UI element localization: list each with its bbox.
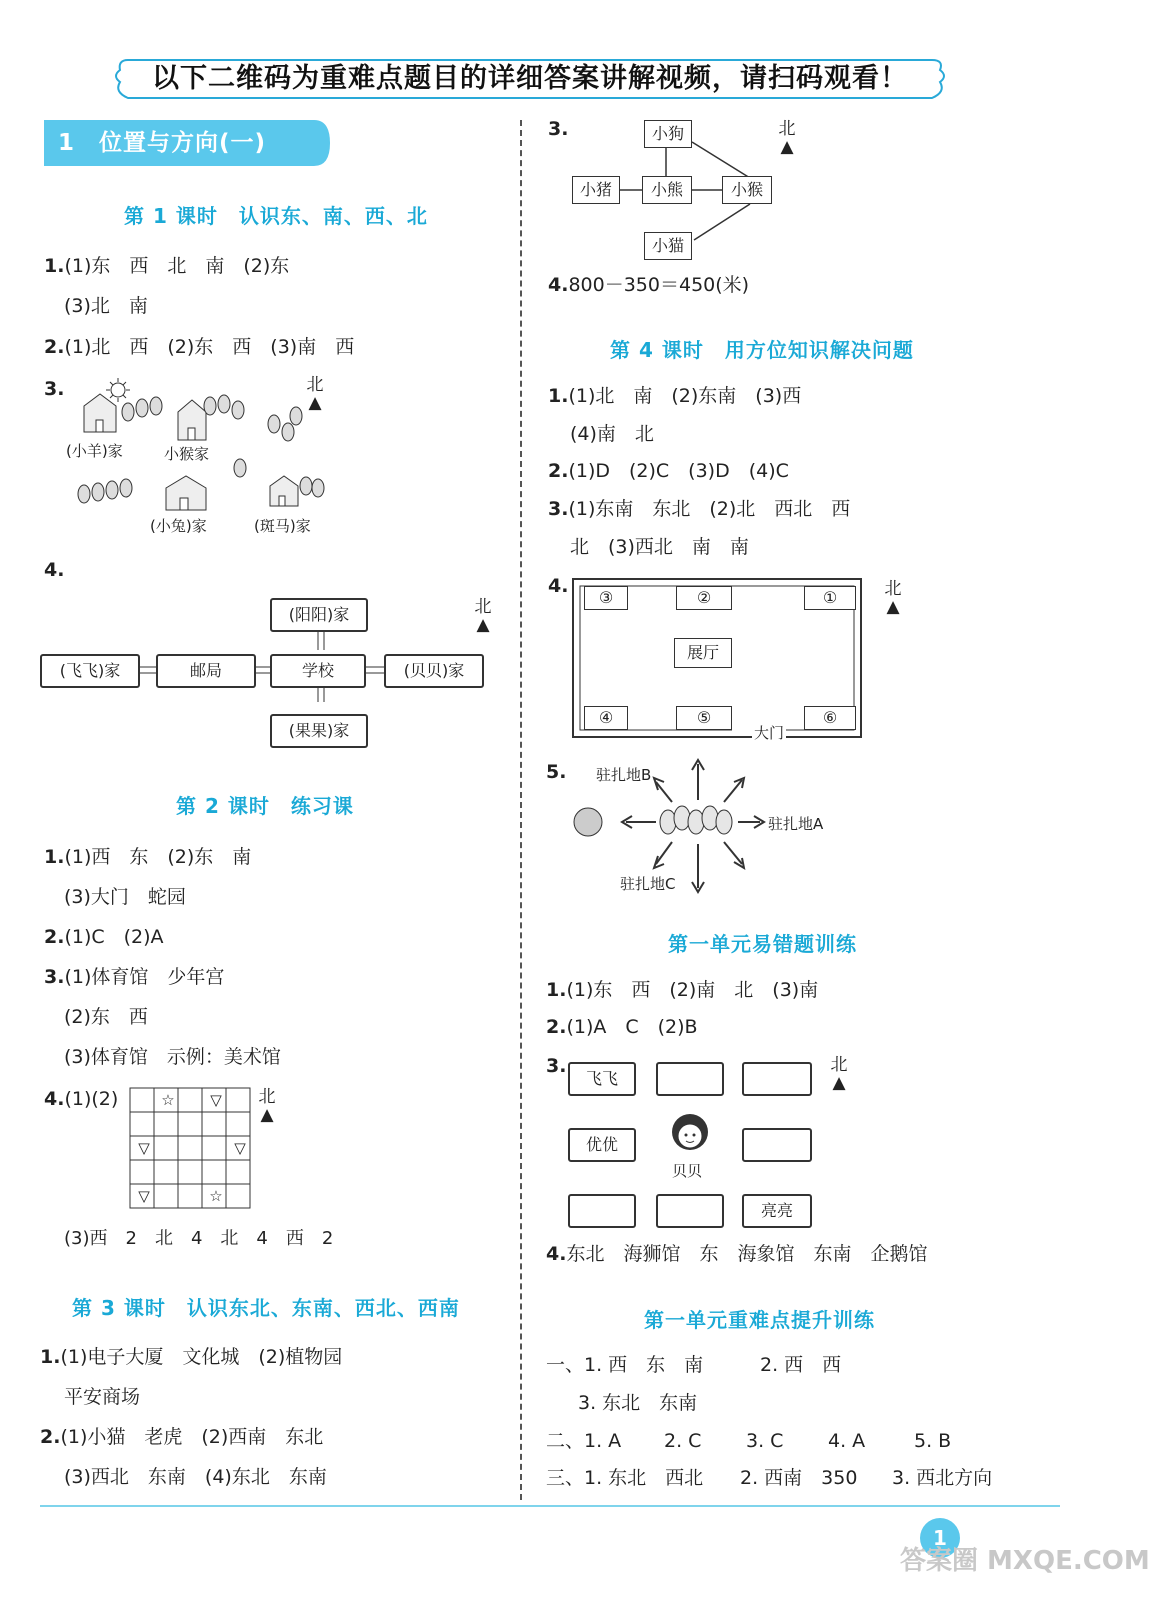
camp-b-label: 驻扎地B: [596, 766, 652, 784]
triangle-marker: ▽: [138, 1187, 150, 1205]
l4-q5-num: 5.: [546, 761, 567, 783]
lesson-4-title: 第 4 课时 用方位知识解决问题: [610, 338, 914, 362]
unit-tag: [44, 120, 330, 166]
yangyang-home-box: (阳阳)家: [270, 598, 368, 632]
hard-line4b: 2. 西南 350: [740, 1467, 858, 1489]
unit-title: 1 位置与方向(一): [58, 130, 267, 156]
err-q3-num: 3.: [546, 1055, 567, 1077]
room-4: ④: [584, 706, 628, 730]
sheep-home-label: (小羊)家: [66, 442, 123, 460]
l2-q4-label: 4.(1)(2): [44, 1088, 119, 1110]
l2-q2: 2.(1)C (2)A: [44, 926, 164, 948]
exhibition-hall-box: 展厅: [674, 638, 732, 668]
error-training-title: 第一单元易错题训练: [668, 932, 857, 956]
bear-box: 小熊: [642, 176, 692, 204]
footer-line: [40, 1505, 1060, 1507]
north-indicator: 北 ▲: [258, 1087, 276, 1125]
l1-q2: 2.(1)北 西 (2)东 西 (3)南 西: [44, 336, 355, 358]
triangle-marker: ▽: [234, 1139, 246, 1157]
l2-q3-line3: (3)体育馆 示例：美术馆: [64, 1046, 281, 1068]
l2-q1-line2: (3)大门 蛇园: [64, 886, 186, 908]
lesson-1-title: 第 1 课时 认识东、南、西、北: [124, 204, 428, 228]
l4-q2: 2.(1)D (2)C (3)D (4)C: [548, 460, 789, 482]
post-office-box: 邮局: [156, 654, 256, 688]
monkey-box: 小猴: [722, 176, 772, 204]
pig-box: 小猪: [572, 176, 620, 204]
hard-line1a: 一、1. 西 东 南: [546, 1354, 704, 1376]
hard-line3-4: 4. A: [828, 1430, 866, 1452]
err-q1: 1.(1)东 西 (2)南 北 (3)南: [546, 979, 819, 1001]
room-6: ⑥: [804, 706, 856, 730]
err-q4: 4.东北 海狮馆 东 海象馆 东南 企鹅馆: [546, 1243, 928, 1265]
north-indicator: 北 ▲: [830, 1055, 848, 1093]
hard-line3-5: 5. B: [914, 1430, 952, 1452]
liangliang-box: 亮亮: [742, 1194, 812, 1228]
camp-a-label: 驻扎地A: [768, 815, 824, 833]
triangle-marker: ▽: [210, 1091, 222, 1109]
feifei-home-box: (飞飞)家: [40, 654, 140, 688]
gate-label: 大门: [754, 724, 785, 742]
watermark: 答案圈 MXQE.COM: [900, 1546, 1150, 1576]
guoguo-home-box: (果果)家: [270, 714, 368, 748]
hard-line3-3: 3. C: [746, 1430, 784, 1452]
sun-icon: [574, 808, 602, 836]
beibei-home-box: (贝贝)家: [384, 654, 484, 688]
north-indicator: 北 ▲: [778, 119, 796, 157]
l2-q3-line1: 3.(1)体育馆 少年宫: [44, 966, 225, 988]
zebra-home-label: (斑马)家: [254, 517, 311, 535]
l3-q2-line2: (3)西北 东南 (4)东北 东南: [64, 1466, 327, 1488]
school-box: 学校: [270, 654, 366, 688]
r-q4: 4.800－350＝450(米): [548, 274, 750, 296]
hard-line1b: 2. 西 西: [760, 1354, 842, 1376]
l4-q3-line1: 3.(1)东南 东北 (2)北 西北 西: [548, 498, 851, 520]
north-indicator: 北 ▲: [306, 375, 324, 413]
empty-box: [656, 1062, 724, 1096]
camp-c-label: 驻扎地C: [620, 875, 676, 893]
north-indicator: 北 ▲: [474, 597, 492, 635]
l4-q3-line2: 北 (3)西北 南 南: [570, 536, 749, 558]
empty-box: [568, 1194, 636, 1228]
empty-box: [742, 1062, 812, 1096]
triangle-marker: ▽: [138, 1139, 150, 1157]
l1-q1-line2: (3)北 南: [64, 295, 148, 317]
girl-avatar-icon: [668, 1110, 712, 1158]
house-icon: [166, 476, 206, 510]
l2-q4-line3: (3)西 2 北 4 北 4 西 2: [64, 1228, 334, 1249]
house-icon: [84, 394, 116, 432]
dog-box: 小狗: [644, 120, 692, 148]
forest-icon: [660, 806, 732, 834]
youyou-box: 优优: [568, 1128, 636, 1162]
room-3: ③: [584, 586, 628, 610]
hard-line4c: 3. 西北方向: [892, 1467, 993, 1489]
l1-q1-line1: 1.(1)东 西 北 南 (2)东: [44, 255, 290, 277]
l1-q4-num: 4.: [44, 559, 65, 581]
sun-icon: [106, 378, 130, 402]
hard-line4a: 三、1. 东北 西北: [546, 1467, 704, 1489]
hard-training-title: 第一单元重难点提升训练: [644, 1308, 875, 1332]
north-indicator: 北 ▲: [884, 579, 902, 617]
cat-box: 小猫: [644, 232, 692, 260]
beibei-label: 贝贝: [672, 1162, 703, 1180]
top-banner: [110, 56, 950, 102]
column-divider: [520, 120, 522, 1500]
l3-q1-line2: 平安商场: [64, 1386, 141, 1408]
err-q2: 2.(1)A C (2)B: [546, 1016, 698, 1038]
l4-q1-line1: 1.(1)北 南 (2)东南 (3)西: [548, 385, 802, 407]
l4-q4-num: 4.: [548, 575, 569, 597]
rabbit-home-label: (小兔)家: [150, 517, 207, 535]
empty-box: [656, 1194, 724, 1228]
house-icon: [270, 476, 298, 506]
lesson-3-title: 第 3 课时 认识东北、东南、西北、西南: [72, 1296, 460, 1320]
l1-q3-num: 3.: [44, 378, 65, 400]
l2-q1-line1: 1.(1)西 东 (2)东 南: [44, 846, 252, 868]
house-icon: [178, 400, 206, 440]
hard-line3-2: 2. C: [664, 1430, 702, 1452]
l4-q1-line2: (4)南 北: [570, 423, 654, 445]
hard-line3-1: 二、1. A: [546, 1430, 622, 1452]
room-1: ①: [804, 586, 856, 610]
empty-box: [742, 1128, 812, 1162]
l2-q3-line2: (2)东 西: [64, 1006, 148, 1028]
star-marker: ☆: [161, 1091, 175, 1109]
room-2: ②: [676, 586, 732, 610]
room-5: ⑤: [676, 706, 732, 730]
page-number: 1: [920, 1518, 960, 1558]
monkey-home-label: 小猴家: [164, 445, 210, 463]
r-q3-num: 3.: [548, 118, 569, 140]
feifei-box: 飞飞: [568, 1062, 636, 1096]
banner-text: 以下二维码为重难点题目的详细答案讲解视频，请扫码观看！: [152, 63, 908, 94]
l3-q1-line1: 1.(1)电子大厦 文化城 (2)植物园: [40, 1346, 343, 1368]
l3-q2-line1: 2.(1)小猫 老虎 (2)西南 东北: [40, 1426, 324, 1448]
star-marker: ☆: [209, 1187, 223, 1205]
hard-line2: 3. 东北 东南: [578, 1392, 698, 1414]
lesson-2-title: 第 2 课时 练习课: [176, 794, 354, 818]
